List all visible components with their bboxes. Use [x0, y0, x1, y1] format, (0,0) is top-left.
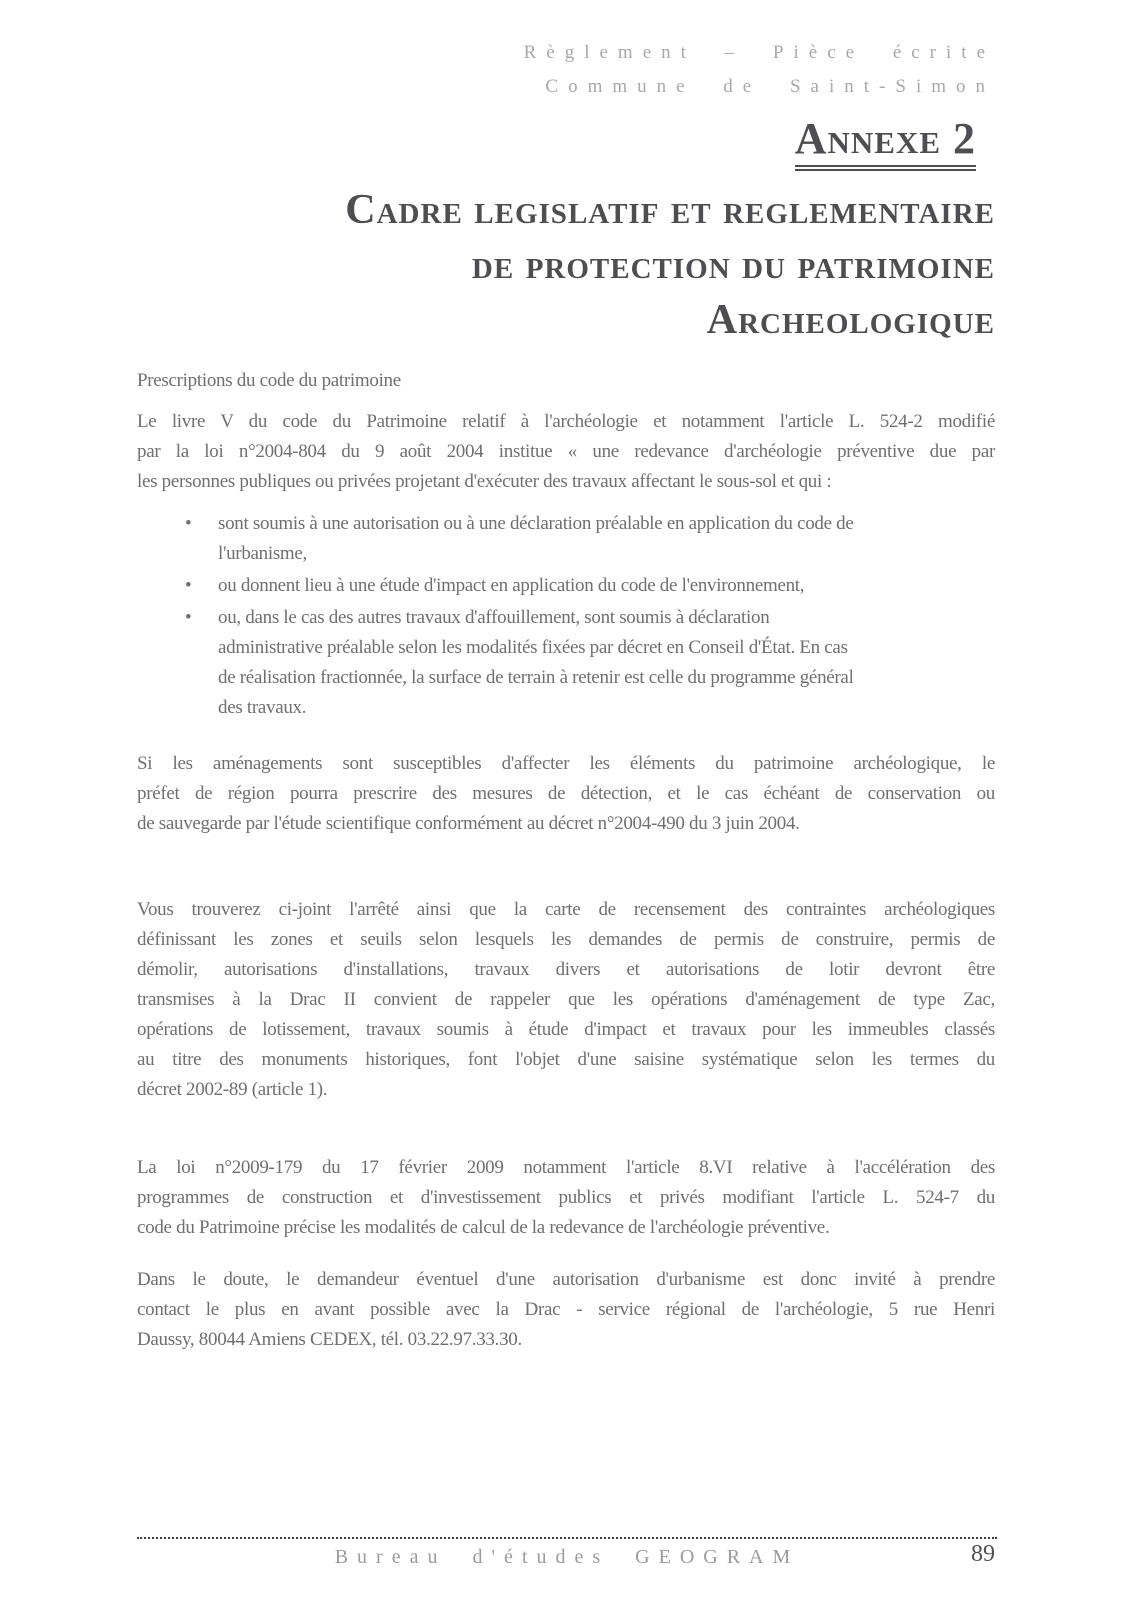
bullet-item-3: [137, 603, 995, 723]
paragraph-loi-2009: La loi n°2009-179 du 17 février 2009 notamment l'article 8.VI relative à l'accélération des programmes de construction et d'investissement publics et privés modifiant l'article L. 524-7 du code du Patrimoine précise les modalités de calcul de la redevance de l'archéologie préventive.: [137, 1157, 995, 1238]
bullet-text-3: ou, dans le cas des autres travaux d'affouillement, sont soumis à déclaration administrative préalable selon les modalités fixées par décret en Conseil d'État. En cas de réalisation fractionnée, la surface de terrain à retenir est celle du programme général des travaux.: [218, 607, 854, 718]
intro-paragraph: Prescriptions du code du patrimoine: [137, 370, 401, 391]
page-footer: [137, 1537, 997, 1569]
bullet-item-2: [137, 571, 995, 601]
page-header: [137, 36, 995, 104]
bullet-list: [137, 509, 995, 723]
bullet-text-2: ou donnent lieu à une étude d'impact en application du code de l'environnement,: [218, 575, 805, 596]
paragraph-contact-drac: Dans le doute, le demandeur éventuel d'une autorisation d'urbanisme est donc invité à prendre contact le plus en avant possible avec la Drac - service régional de l'archéologie, 5 rue Henri Daussy, 80044 Amiens CEDEX, tél. 03.22.97.33.30.: [137, 1269, 995, 1350]
title-line-3: Archeologique: [706, 297, 995, 343]
document-body: [137, 366, 995, 1355]
page-number: 89: [971, 1541, 995, 1567]
paragraph-arrete: Vous trouverez ci-joint l'arrêté ainsi que la carte de recensement des contraintes archéologiques définissant les zones et seuils selon lesquels les demandes de permis de construire, permis de démolir, autorisations d'installations, travaux divers et autorisations de lotir devront être transmises à la Drac II convient de rappeler que les opérations d'aménagement de type Zac, opérations de lotissement, travaux soumis à étude d'impact et travaux pour les immeubles classés au titre des monuments historiques, font l'objet d'une saisine systématique selon les termes du décret 2002-89 (article 1).: [137, 899, 995, 1100]
header-line-reglement: Règlement – Pièce écrite: [523, 42, 995, 63]
annexe-heading-row: [137, 116, 976, 171]
bullet-item-1: [137, 509, 995, 569]
bullet-icon: •: [185, 575, 192, 596]
header-line-commune: Commune de Saint-Simon: [545, 76, 995, 97]
paragraph-amenagements: Si les aménagements sont susceptibles d'affecter les éléments du patrimoine archéologique, le préfet de région pourra prescrire des mesures de détection, et le cas échéant de conservation ou de sauvegarde par l'étude scientifique conformément au décret n°2004-490 du 3 juin 2004.: [137, 753, 995, 834]
title-line-2: de protection du patrimoine: [471, 242, 995, 288]
footer-brand: Bureau d'études GEOGRAM: [334, 1546, 800, 1568]
page-content: [137, 0, 995, 1355]
paragraph-livre-v: Le livre V du code du Patrimoine relatif à l'archéologie et notamment l'article L. 524-2 modifié par la loi n°2004-804 du 9 août 2004 institue « une redevance d'archéologie préventive due par les personnes publiques ou privées projetant d'exécuter des travaux affectant le sous-sol et qui :: [137, 411, 995, 492]
bullet-icon: •: [185, 607, 192, 628]
bullet-icon: •: [185, 513, 192, 534]
page-title: [137, 183, 995, 348]
bullet-text-1: sont soumis à une autorisation ou à une déclaration préalable en application du code de l'urbanisme,: [218, 513, 854, 564]
title-line-1: Cadre legislatif et reglementaire: [345, 187, 995, 233]
annexe-heading: Annexe 2: [795, 116, 976, 171]
